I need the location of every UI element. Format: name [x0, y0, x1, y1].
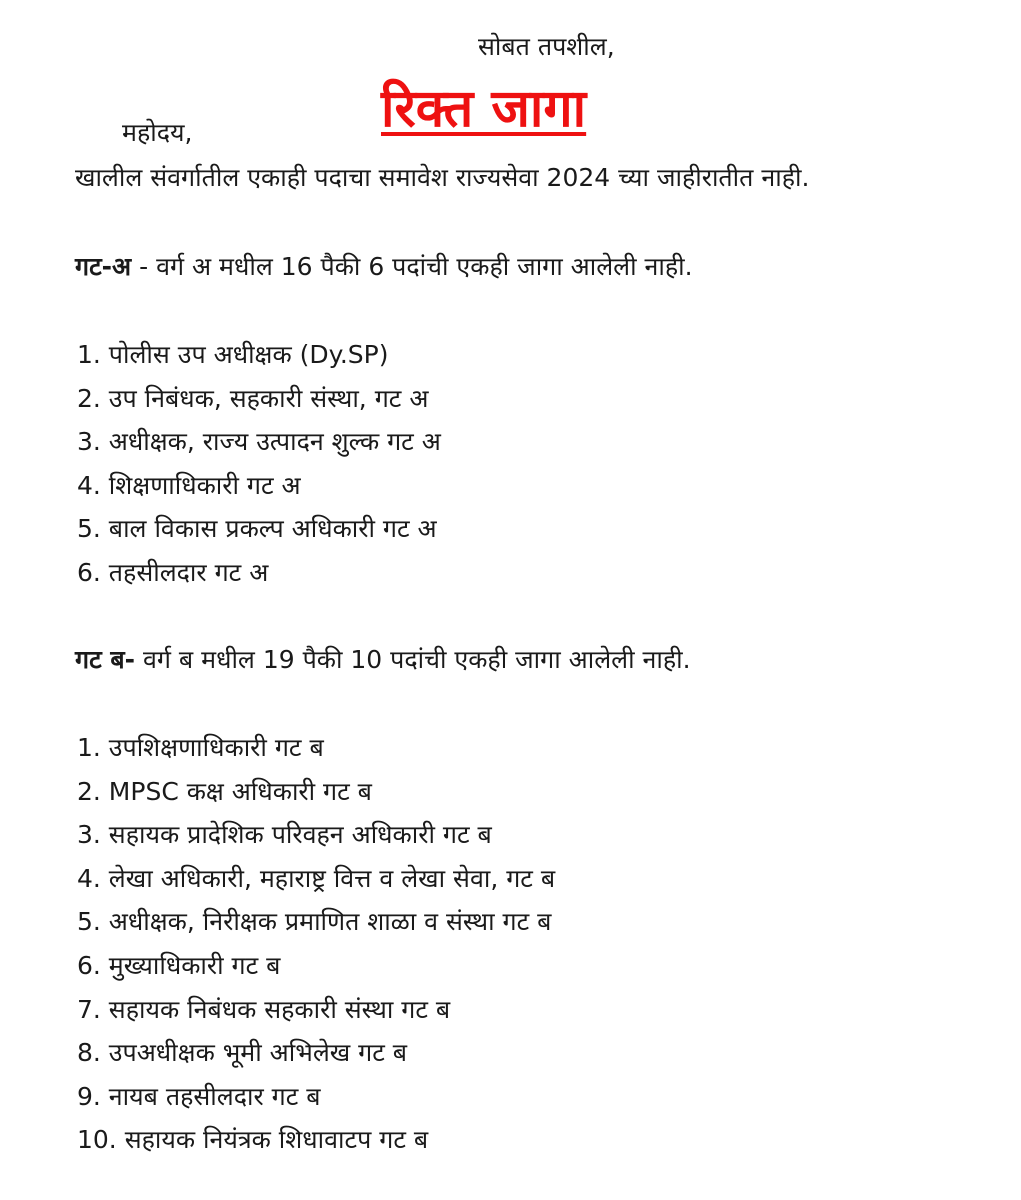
list-item: 6. मुख्याधिकारी गट ब: [77, 950, 281, 980]
group-b-summary: वर्ग ब मधील 19 पैकी 10 पदांची एकही जागा आलेली नाही.: [135, 645, 691, 674]
list-item: 8. उपअधीक्षक भूमी अभिलेख गट ब: [77, 1038, 408, 1068]
list-item: 2. MPSC कक्ष अधिकारी गट ब: [77, 776, 372, 806]
list-item: 4. शिक्षणाधिकारी गट अ: [77, 470, 301, 500]
document-title: रिक्त जागा: [381, 79, 587, 139]
list-item: 1. पोलीस उप अधीक्षक (Dy.SP): [77, 340, 389, 369]
addressee: महोदय,: [122, 118, 193, 147]
group-a-summary: - वर्ग अ मधील 16 पैकी 6 पदांची एकही जागा आलेली नाही.: [131, 252, 693, 281]
list-item: 7. सहायक निबंधक सहकारी संस्था गट ब: [77, 994, 451, 1024]
list-item: 6. तहसीलदार गट अ: [77, 557, 269, 587]
list-item: 9. नायब तहसीलदार गट ब: [77, 1081, 321, 1111]
list-item: 4. लेखा अधिकारी, महाराष्ट्र वित्त व लेखा सेवा, गट ब: [77, 863, 556, 893]
list-item: 10. सहायक नियंत्रक शिधावाटप गट ब: [77, 1125, 429, 1155]
list-item: 5. बाल विकास प्रकल्प अधिकारी गट अ: [77, 514, 437, 544]
intro-paragraph: खालील संवर्गातील एकाही पदाचा समावेश राज्यसेवा 2024 च्या जाहीरातीत नाही.: [75, 163, 810, 192]
list-item: 1. उपशिक्षणाधिकारी गट ब: [77, 733, 324, 762]
group-a-label: गट-अ: [75, 252, 132, 281]
list-item: 3. सहायक प्रादेशिक परिवहन अधिकारी गट ब: [77, 820, 492, 850]
list-item: 2. उप निबंधक, सहकारी संस्था, गट अ: [77, 383, 429, 413]
list-item: 5. अधीक्षक, निरीक्षक प्रमाणित शाळा व संस्था गट ब: [77, 907, 552, 937]
group-a-list: [77, 333, 441, 595]
group-b-heading: [75, 643, 691, 677]
group-a-heading: [75, 250, 693, 284]
group-b-list: [77, 726, 555, 1162]
group-b-label: गट ब-: [75, 645, 136, 674]
list-item: 3. अधीक्षक, राज्य उत्पादन शुल्क गट अ: [77, 427, 441, 457]
enclosure-note: सोबत तपशील,: [478, 32, 615, 61]
